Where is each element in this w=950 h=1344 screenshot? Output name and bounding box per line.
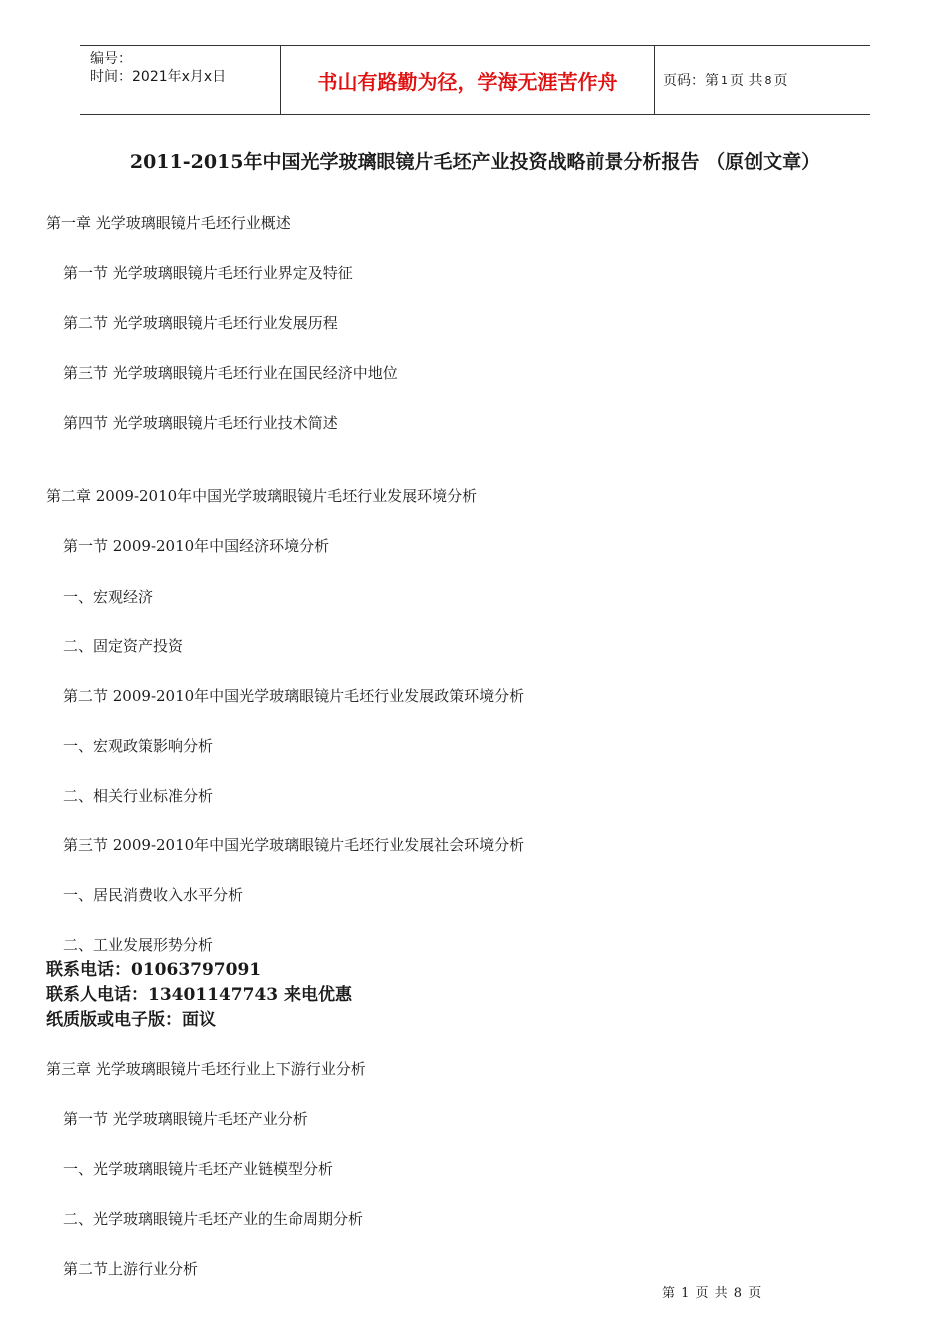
doc-date-label: 时间：2021年x月x日 (90, 69, 227, 85)
toc-chapter: 第二章 2009-2010年中国光学玻璃眼镜片毛坯行业发展环境分析 (46, 487, 478, 505)
page-prefix: 页码：第 (663, 73, 719, 89)
toc-section: 第二节上游行业分析 (63, 1260, 199, 1278)
toc-section: 第二节 2009-2010年中国光学玻璃眼镜片毛坯行业发展政策环境分析 (63, 687, 525, 705)
page-footer: 第 1 页 共 8 页 (662, 1286, 763, 1301)
document-title: 2011-2015年中国光学玻璃眼镜片毛坯产业投资战略前景分析报告 （原创文章） (129, 151, 821, 173)
contact-format: 纸质版或电子版：面议 (46, 1010, 216, 1030)
toc-section: 第三节 光学玻璃眼镜片毛坯行业在国民经济中地位 (63, 364, 398, 382)
toc-section: 第三节 2009-2010年中国光学玻璃眼镜片毛坯行业发展社会环境分析 (63, 836, 525, 854)
toc-section: 第二节 光学玻璃眼镜片毛坯行业发展历程 (63, 314, 338, 332)
toc-chapter: 第一章 光学玻璃眼镜片毛坯行业概述 (46, 214, 291, 232)
page-number: 1 (721, 73, 728, 87)
page-total: 8 (764, 73, 772, 87)
toc-item: 二、光学玻璃眼镜片毛坯产业的生命周期分析 (63, 1210, 364, 1228)
toc-section: 第一节 光学玻璃眼镜片毛坯产业分析 (63, 1110, 308, 1128)
header-meta (80, 46, 281, 114)
header-motto: 书山有路勤为径，学海无涯苦作舟 (281, 46, 655, 114)
doc-number-label: 编号： (90, 51, 132, 67)
toc-section: 第四节 光学玻璃眼镜片毛坯行业技术简述 (63, 414, 338, 432)
toc-item: 二、相关行业标准分析 (63, 787, 214, 805)
contact-person-phone: 联系人电话：13401147743 来电优惠 (46, 985, 353, 1005)
toc-item: 一、居民消费收入水平分析 (63, 886, 244, 904)
page-suffix: 页 (773, 73, 788, 89)
toc-chapter: 第三章 光学玻璃眼镜片毛坯行业上下游行业分析 (46, 1060, 366, 1078)
header-page-info (655, 46, 870, 114)
toc-section: 第一节 光学玻璃眼镜片毛坯行业界定及特征 (63, 264, 353, 282)
toc-item: 二、固定资产投资 (63, 637, 184, 655)
toc-item: 一、光学玻璃眼镜片毛坯产业链模型分析 (63, 1160, 334, 1178)
toc-section: 第一节 2009-2010年中国经济环境分析 (63, 537, 330, 555)
toc-item: 一、宏观经济 (63, 588, 154, 606)
page-header (80, 45, 870, 115)
toc-item: 二、工业发展形势分析 (63, 936, 214, 954)
toc-item: 一、宏观政策影响分析 (63, 737, 214, 755)
page-mid: 页 共 (730, 73, 763, 89)
contact-phone: 联系电话：01063797091 (46, 960, 262, 980)
